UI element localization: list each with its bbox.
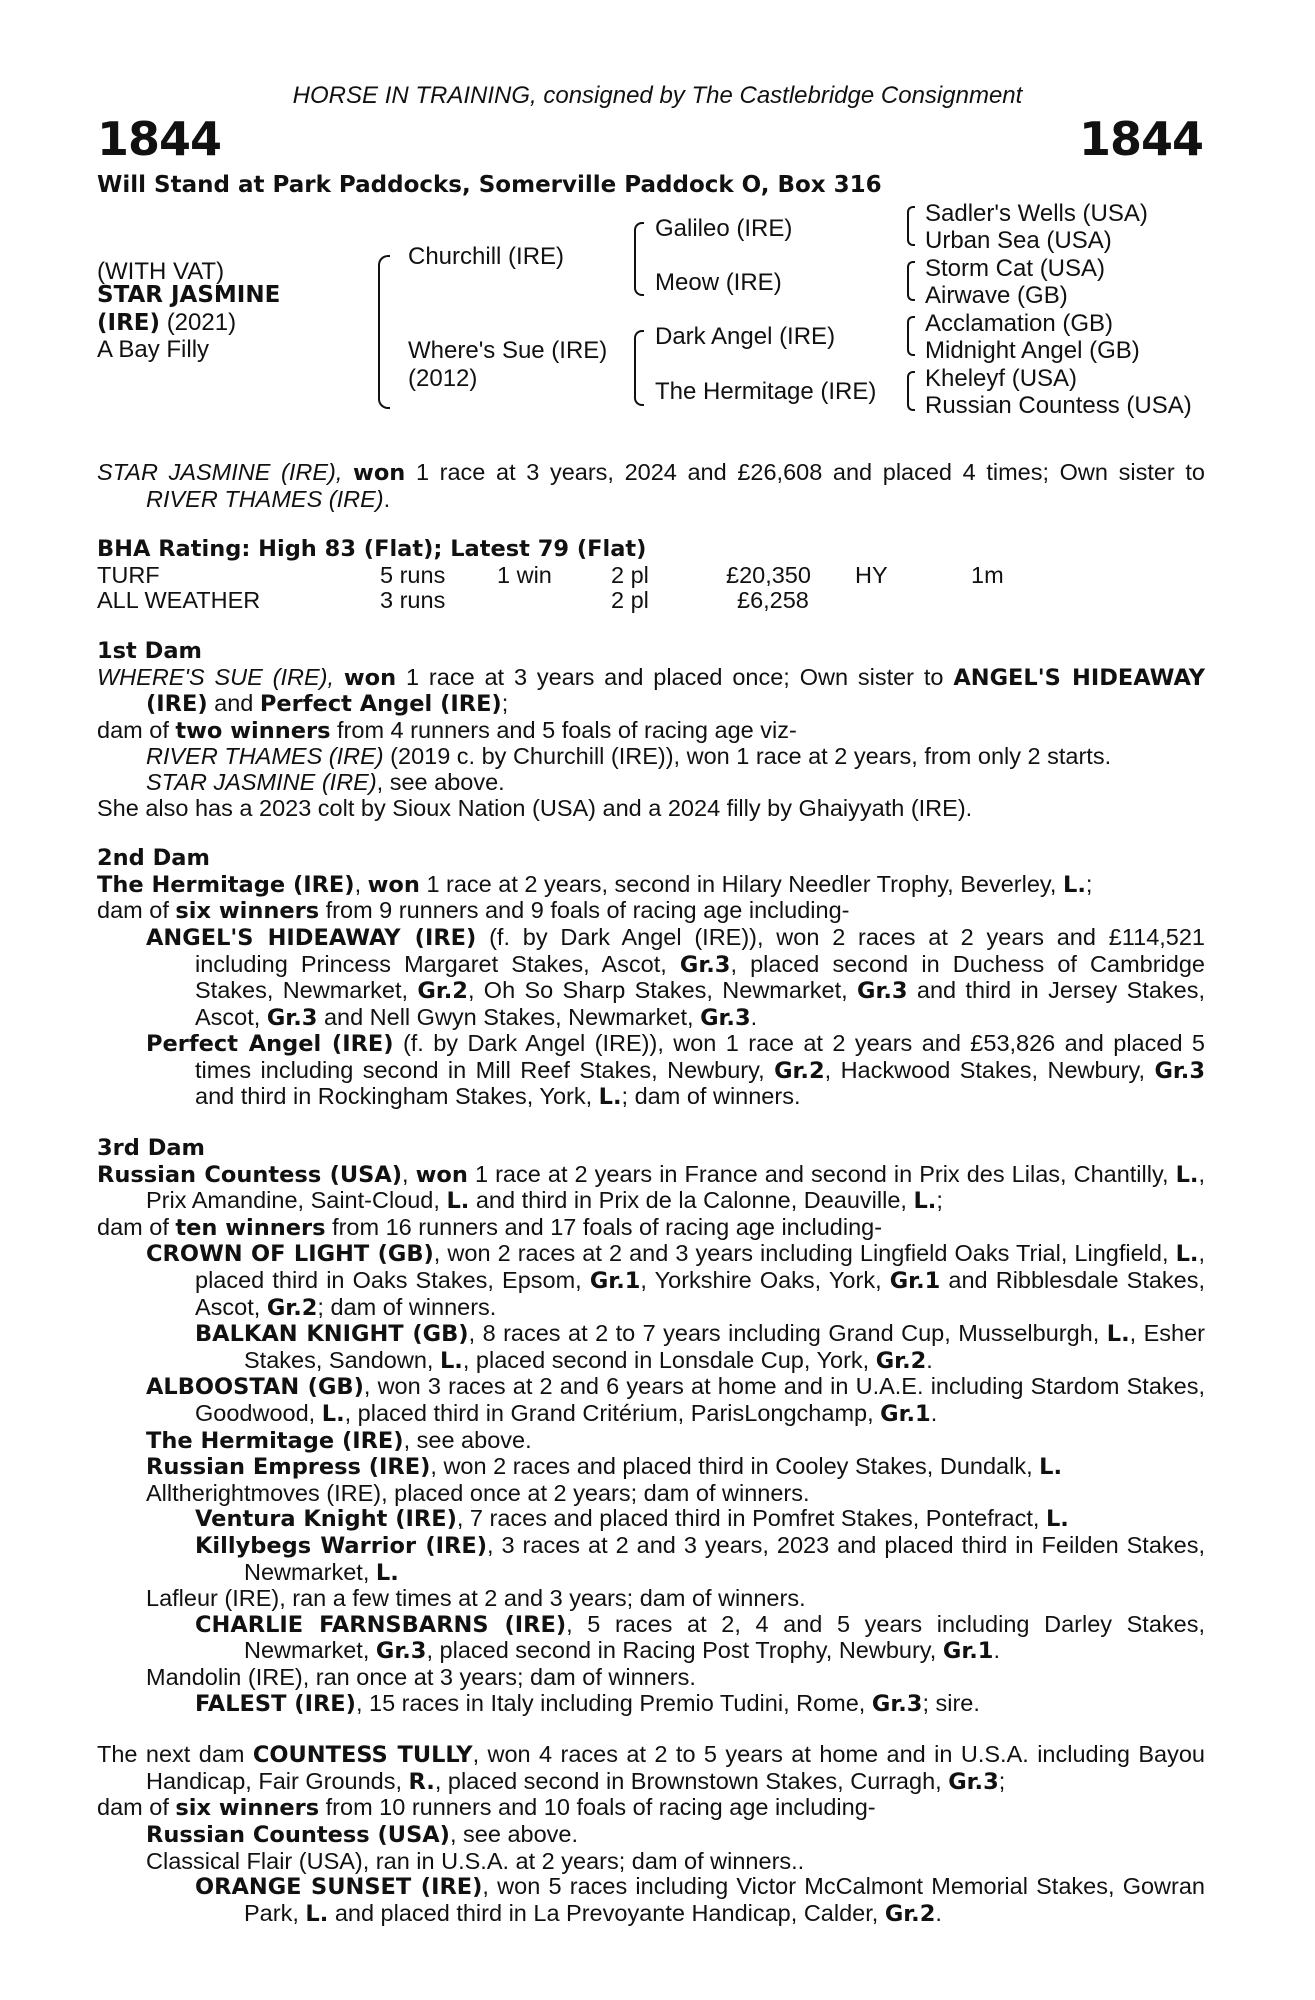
dam-sire-sire: Acclamation (GB) [925, 310, 1114, 337]
first-dam-foal-1: RIVER THAMES (IRE) (2019 c. by Churchill (IRE)), won 1 race at 2 years, from only 2 starts. [146, 743, 1112, 770]
lot-number-right: 1844 [1078, 112, 1203, 166]
stand-location: Will Stand at Park Paddocks, Somerville Paddock O, Box 316 [97, 172, 882, 198]
third-dam-heading: 3rd Dam [97, 1135, 205, 1162]
rating-row-turf: TURF 5 runs 1 win 2 pl £20,350 HY 1m [97, 561, 1004, 588]
next-dam-foal-classical-flair: Classical Flair (USA), ran in U.S.A. at 2 years; dam of winners.. [146, 1847, 805, 1874]
dam-dam-sire: Kheleyf (USA) [925, 365, 1078, 392]
horse-suffix: (IRE) [97, 310, 161, 336]
third-dam-produce: dam of ten winners from 16 runners and 17 foals of racing age including- [97, 1213, 883, 1241]
horse-name: STAR JASMINE [97, 282, 281, 308]
pedigree-brace-dam [634, 330, 644, 406]
second-dam-foal-2: Perfect Angel (IRE) (f. by Dark Angel (IRE)), won 1 race at 2 years and £53,826 and placed 5 times including second in Mill Reef Stakes, Newbury, Gr.2, Hackwood Stakes, Newbury, Gr.3 and third in Rockingham Stakes, York, L.; dam of winners. [146, 1030, 1205, 1111]
third-dam-foal-alboostan: ALBOOSTAN (GB), won 3 races at 2 and 6 years at home and in U.A.E. including Stardom Stakes, Goodwood, L., placed third in Grand Critérium, ParisLongchamp, Gr.1. [146, 1373, 1205, 1427]
first-dam-foal-2: STAR JASMINE (IRE), see above. [146, 768, 505, 795]
next-dam-record: The next dam COUNTESS TULLY, won 4 races at 2 to 5 years at home and in U.S.A. including Bayou Handicap, Fair Grounds, R., placed second in Brownstown Stakes, Curragh, Gr.3; [97, 1741, 1206, 1795]
third-dam-foal-alltherightmoves: Alltherightmoves (IRE), placed once at 2 years; dam of winners. [146, 1479, 810, 1506]
first-dam-also: She also has a 2023 colt by Sioux Nation (USA) and a 2024 filly by Ghaiyyath (IRE). [97, 794, 973, 821]
sire-sire: Galileo (IRE) [655, 215, 793, 242]
sire: Churchill (IRE) [408, 243, 565, 270]
pedigree-brace-sire [634, 222, 644, 296]
dam-sire-dam: Midnight Angel (GB) [925, 337, 1140, 364]
pedigree-brace-dd [907, 371, 915, 411]
horse-year: (2021) [166, 309, 237, 336]
second-dam-produce: dam of six winners from 9 runners and 9 foals of racing age including- [97, 897, 850, 925]
horse-description: A Bay Filly [97, 336, 210, 363]
third-dam-foal-lafleur: Lafleur (IRE), ran a few times at 2 and 3 years; dam of winners. [146, 1585, 806, 1612]
pedigree-brace-ds [907, 316, 915, 356]
third-dam-grandfoal-falest: FALEST (IRE), 15 races in Italy including Premio Tudini, Rome, Gr.3; sire. [195, 1689, 980, 1717]
rating-row-all-weather: ALL WEATHER 3 runs 2 pl £6,258 [97, 587, 809, 614]
second-dam-heading: 2nd Dam [97, 845, 210, 872]
vat-note: (WITH VAT) [97, 258, 225, 285]
first-dam-heading: 1st Dam [97, 637, 202, 664]
lot-number-left: 1844 [97, 112, 222, 166]
next-dam-foal-russian-countess: Russian Countess (USA), see above. [146, 1820, 579, 1848]
dam: Where's Sue (IRE) [408, 337, 608, 364]
third-dam-foal-mandolin: Mandolin (IRE), ran once at 3 years; dam of winners. [146, 1663, 696, 1690]
third-dam-grandfoal-killybegs-warrior: Killybegs Warrior (IRE), 3 races at 2 and 3 years, 2023 and placed third in Feilden Stakes, Newmarket, L. [195, 1531, 1205, 1586]
third-dam-grandfoal-ventura-knight: Ventura Knight (IRE), 7 races and placed third in Pomfret Stakes, Pontefract, L. [195, 1505, 1069, 1533]
dam-year: (2012) [408, 365, 478, 392]
third-dam-foal-russian-empress: Russian Empress (IRE), won 2 races and placed third in Cooley Stakes, Dundalk, L. [146, 1453, 1063, 1481]
second-dam-foal-1: ANGEL'S HIDEAWAY (IRE) (f. by Dark Angel (IRE)), won 2 races at 2 years and £114,521 including Princess Margaret Stakes, Ascot, Gr.3, placed second in Duchess of Cambridge Stakes, Newmarket, Gr.2, Oh So Sharp Stakes, Newmarket, Gr.3 and third in Jersey Stakes, Ascot, Gr.3 and Nell Gwyn Stakes, Newmarket, Gr.3. [146, 923, 1205, 1031]
pedigree-brace-main [378, 255, 390, 409]
horse-origin [97, 309, 236, 337]
pedigree-brace-ss [907, 206, 915, 246]
first-dam-record: WHERE'S SUE (IRE), won 1 race at 3 years and placed once; Own sister to ANGEL'S HIDEAWAY (IRE) and Perfect Angel (IRE); [97, 663, 1206, 718]
dam-sire: Dark Angel (IRE) [655, 323, 836, 350]
bha-rating: BHA Rating: High 83 (Flat); Latest 79 (Flat) [97, 536, 647, 563]
next-dam-produce: dam of six winners from 10 runners and 10 foals of racing age including- [97, 1794, 876, 1822]
sire-sire-sire: Sadler's Wells (USA) [925, 200, 1148, 227]
dam-dam-dam: Russian Countess (USA) [925, 392, 1192, 419]
third-dam-record: Russian Countess (USA), won 1 race at 2 years in France and second in Prix des Lilas, Chantilly, L., Prix Amandine, Saint-Cloud, L. and third in Prix de la Calonne, Deauville, L.; [97, 1160, 1205, 1215]
sire-dam-sire: Storm Cat (USA) [925, 255, 1106, 282]
catalogue-body [97, 460, 1205, 1927]
race-summary: STAR JASMINE (IRE), won 1 race at 3 years, 2024 and £26,608 and placed 4 times; Own sister to RIVER THAMES (IRE). [97, 459, 1205, 512]
second-dam-record: The Hermitage (IRE), won 1 race at 2 years, second in Hilary Needler Trophy, Beverley, L.; [97, 870, 1093, 898]
pedigree-brace-sd [907, 261, 915, 301]
first-dam-produce: dam of two winners from 4 runners and 5 foals of racing age viz- [97, 716, 797, 744]
sire-dam-dam: Airwave (GB) [925, 282, 1068, 309]
sire-dam: Meow (IRE) [655, 269, 782, 296]
dam-dam: The Hermitage (IRE) [655, 378, 877, 405]
next-dam-grandfoal-orange-sunset: ORANGE SUNSET (IRE), won 5 races including Victor McCalmont Memorial Stakes, Gowran Park, L. and placed third in La Prevoyante Handicap, Calder, Gr.2. [195, 1873, 1205, 1927]
third-dam-grandfoal-charlie-farnsbarns: CHARLIE FARNSBARNS (IRE), 5 races at 2, 4 and 5 years including Darley Stakes, Newmarket, Gr.3, placed second in Racing Post Trophy, Newbury, Gr.1. [195, 1610, 1205, 1665]
third-dam-foal-crown-of-light: CROWN OF LIGHT (GB), won 2 races at 2 and 3 years including Lingfield Oaks Trial, Lingfield, L., placed third in Oaks Stakes, Epsom, Gr.1, Yorkshire Oaks, York, Gr.1 and Ribblesdale Stakes, Ascot, Gr.2; dam of winners. [146, 1240, 1206, 1321]
third-dam-foal-the-hermitage: The Hermitage (IRE), see above. [146, 1426, 532, 1454]
sire-sire-dam: Urban Sea (USA) [925, 227, 1112, 254]
catalogue-header: HORSE IN TRAINING, consigned by The Castlebridge Consignment [292, 82, 1023, 109]
third-dam-grandfoal-balkan-knight: BALKAN KNIGHT (GB), 8 races at 2 to 7 years including Grand Cup, Musselburgh, L., Esher Stakes, Sandown, L., placed second in Lonsdale Cup, York, Gr.2. [195, 1320, 1206, 1374]
